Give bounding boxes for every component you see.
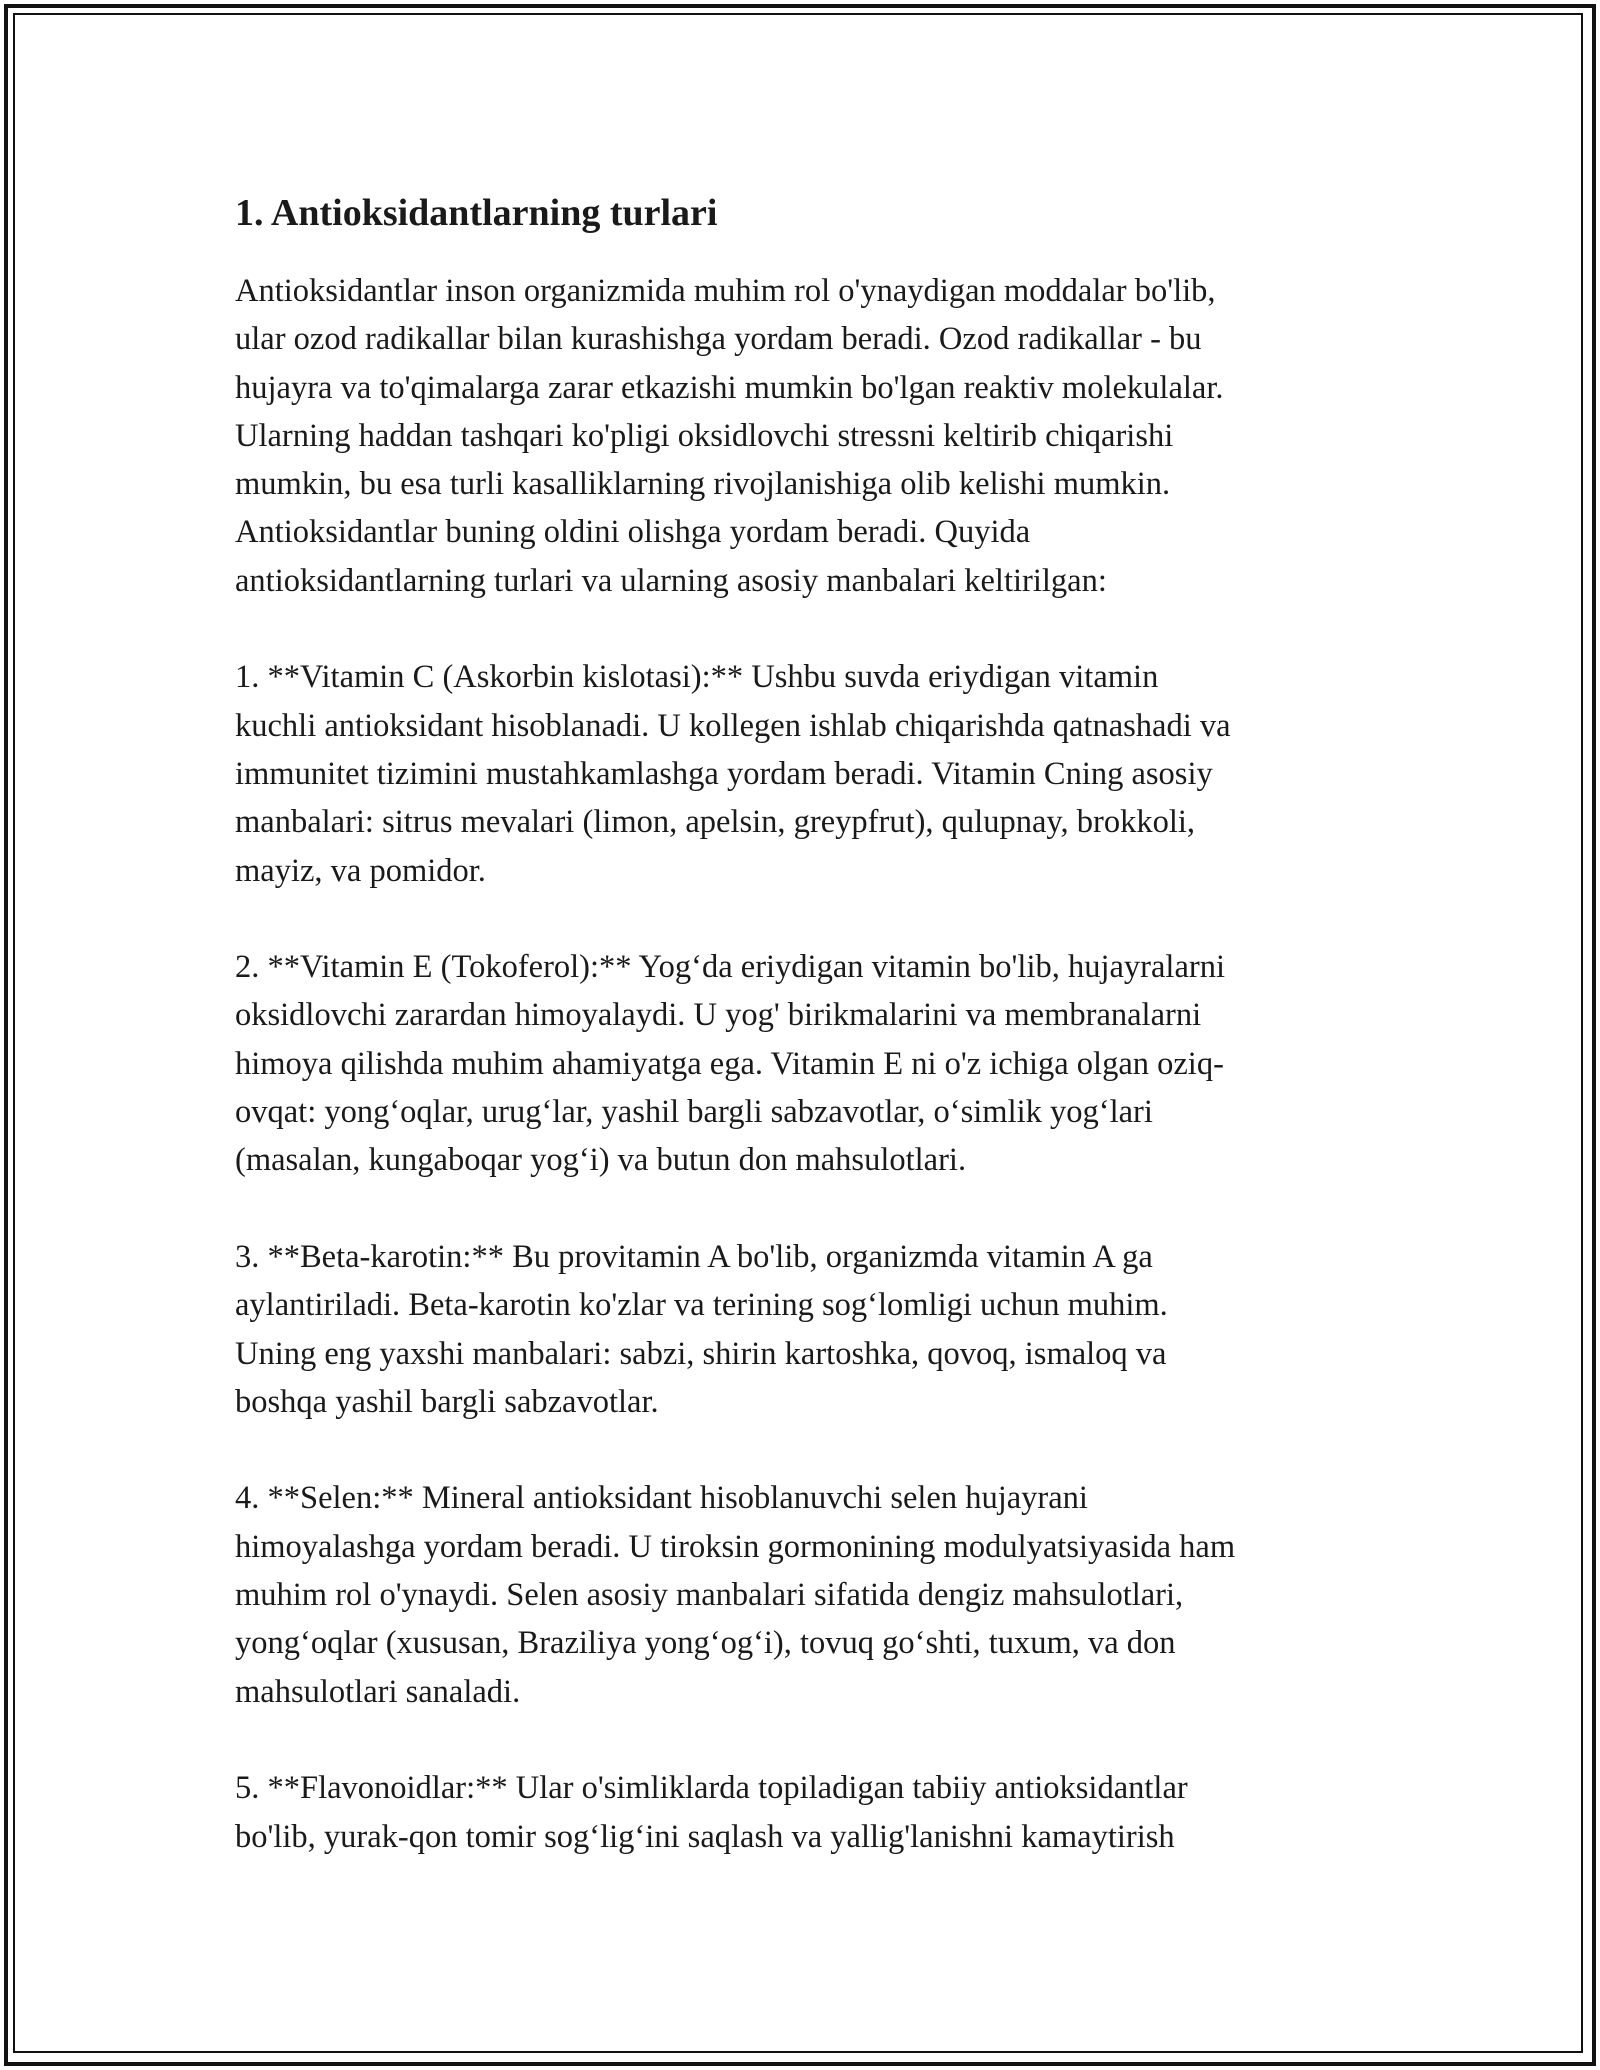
text-line: mahsulotlari sanaladi. [235, 1673, 521, 1710]
text-line: mayiz, va pomidor. [235, 852, 486, 889]
text-line: Antioksidantlar buning oldini olishga yordam beradi. Quyida [235, 514, 1031, 551]
text-line: muhim rol o'ynaydi. Selen asosiy manbalari sifatida dengiz mahsulotlari, [235, 1577, 1184, 1614]
text-line: bo'lib, yurak-qon tomir sog‘lig‘ini saqlash va yallig'lanishni kamaytirish [235, 1818, 1175, 1855]
section-heading: 1. Antioksidantlarning turlari [235, 192, 718, 234]
list-item-selen [235, 1474, 1370, 1715]
intro-paragraph [235, 267, 1370, 605]
list-item-vitamin-c [235, 653, 1370, 894]
text-line: 2. **Vitamin E (Tokoferol):** Yog‘da eriydigan vitamin bo'lib, hujayralarni [235, 949, 1225, 986]
document-body [235, 185, 1370, 1861]
text-line: aylantiriladi. Beta-karotin ko'zlar va terining sog‘lomligi uchun muhim. [235, 1287, 1168, 1324]
text-line: kuchli antioksidant hisoblanadi. U kollegen ishlab chiqarishda qatnashadi va [235, 707, 1231, 744]
text-line: himoya qilishda muhim ahamiyatga ega. Vitamin E ni o'z ichiga olgan oziq- [235, 1045, 1224, 1082]
text-line: hujayra va to'qimalarga zarar etkazishi mumkin bo'lgan reaktiv molekulalar. [235, 369, 1224, 406]
text-line: (masalan, kungaboqar yog‘i) va butun don mahsulotlari. [235, 1142, 967, 1179]
text-line: antioksidantlarning turlari va ularning asosiy manbalari keltirilgan: [235, 562, 1107, 599]
text-line: ular ozod radikallar bilan kurashishga yordam beradi. Ozod radikallar - bu [235, 321, 1202, 358]
text-line: immunitet tizimini mustahkamlashga yordam beradi. Vitamin Cning asosiy [235, 755, 1213, 792]
text-line: himoyalashga yordam beradi. U tiroksin gormonining modulyatsiyasida ham [235, 1528, 1236, 1565]
text-line: oksidlovchi zarardan himoyalaydi. U yog' birikmalarini va membranalarni [235, 997, 1202, 1034]
text-line: Uning eng yaxshi manbalari: sabzi, shirin kartoshka, qovoq, ismaloq va [235, 1335, 1167, 1372]
list-item-vitamin-e [235, 943, 1370, 1184]
text-line: Antioksidantlar inson organizmida muhim rol o'ynaydigan moddalar bo'lib, [235, 273, 1216, 309]
text-line: ovqat: yong‘oqlar, urug‘lar, yashil bargli sabzavotlar, o‘simlik yog‘lari [235, 1094, 1153, 1131]
text-line: boshqa yashil bargli sabzavotlar. [235, 1383, 659, 1420]
list-item-beta-karotin [235, 1233, 1370, 1426]
text-line: mumkin, bu esa turli kasalliklarning rivojlanishiga olib kelishi mumkin. [235, 466, 1171, 503]
list-item-flavonoidlar [235, 1764, 1370, 1861]
text-line: 1. **Vitamin C (Askorbin kislotasi):** Ushbu suvda eriydigan vitamin [235, 659, 1159, 696]
text-line: Ularning haddan tashqari ko'pligi oksidlovchi stressni keltirib chiqarishi [235, 417, 1174, 454]
text-line: manbalari: sitrus mevalari (limon, apelsin, greypfrut), qulupnay, brokkoli, [235, 804, 1196, 841]
text-line: 5. **Flavonoidlar:** Ular o'simliklarda topiladigan tabiiy antioksidantlar [235, 1770, 1188, 1807]
text-line: 4. **Selen:** Mineral antioksidant hisoblanuvchi selen hujayrani [235, 1480, 1088, 1517]
text-line: 3. **Beta-karotin:** Bu provitamin A bo'lib, organizmda vitamin A ga [235, 1238, 1153, 1275]
text-line: yong‘oqlar (xususan, Braziliya yong‘og‘i), tovuq go‘shti, tuxum, va don [235, 1625, 1176, 1662]
